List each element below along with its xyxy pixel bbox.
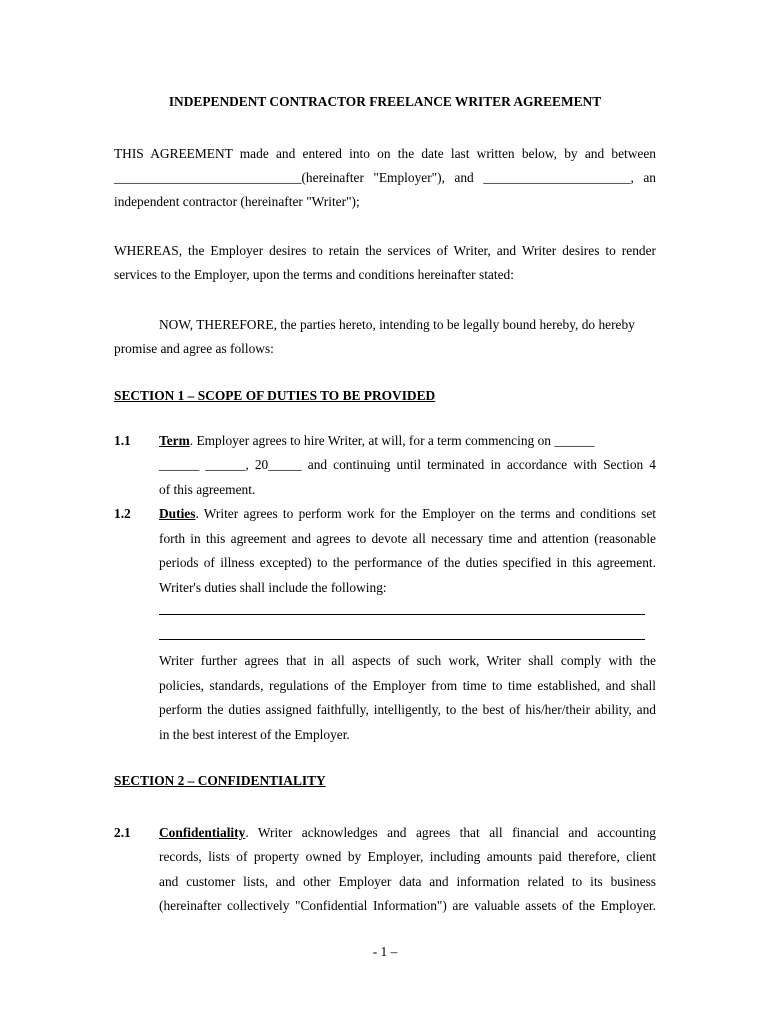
whereas-line-2: services to the Employer, upon the terms and conditions hereinafter stated:: [114, 267, 514, 282]
section-1-heading: SECTION 1 – SCOPE OF DUTIES TO BE PROVIDED: [114, 388, 436, 403]
intro-line-1: THIS AGREEMENT made and entered into on the date last written below, by and between: [114, 146, 656, 161]
clause-1-2-line-4: Writer's duties shall include the following:: [159, 580, 387, 595]
clause-1-1-line-2: ______ ______, 20_____ and continuing until terminated in accordance with Section 4: [159, 457, 656, 472]
clause-term: Duties: [159, 506, 196, 521]
clause-2-1-line-4: (hereinafter collectively "Confidential Information") are valuable assets of the Employer.: [159, 898, 656, 913]
duties-blank-line-2: [159, 639, 645, 640]
clause-2-1-line-2: records, lists of property owned by Employer, including amounts paid therefore, client: [159, 849, 656, 864]
clause-1-2-line-2: forth in this agreement and agrees to devote all necessary time and attention (reasonable: [159, 531, 656, 546]
whereas-line-1: WHEREAS, the Employer desires to retain the services of Writer, and Writer desires to render: [114, 243, 656, 258]
duties-blank-line-1: [159, 614, 645, 615]
intro-line-3: independent contractor (hereinafter "Writer");: [114, 194, 360, 209]
clause-number: 1.2: [114, 506, 131, 521]
now-therefore-line-2: promise and agree as follows:: [114, 341, 274, 356]
clause-1-2-further-line-4: in the best interest of the Employer.: [159, 727, 350, 742]
clause-1-2-line-3: periods of illness excepted) to the performance of the duties specified in this agreement.: [159, 555, 656, 570]
now-therefore-line-1: NOW, THEREFORE, the parties hereto, intending to be legally bound hereby, do hereby: [159, 317, 635, 332]
section-2-heading: SECTION 2 – CONFIDENTIALITY: [114, 773, 326, 788]
clause-text: . Employer agrees to hire Writer, at will, for a term commencing on ______: [189, 433, 595, 448]
clause-term: Term: [159, 433, 190, 448]
clause-term: Confidentiality: [159, 825, 246, 840]
clause-text: . Writer agrees to perform work for the Employer on the terms and conditions set: [195, 506, 656, 521]
clause-1-2-further-line-1: Writer further agrees that in all aspects of such work, Writer shall comply with the: [159, 653, 656, 668]
clause-2-1-line-1: [159, 821, 656, 846]
clause-number: 2.1: [114, 825, 131, 840]
clause-2-1-line-3: and customer lists, and other Employer data and information related to its business: [159, 874, 656, 889]
clause-1-2-further-line-3: perform the duties assigned faithfully, intelligently, to the best of his/her/their ability, and: [159, 702, 656, 717]
page-number: - 1 –: [372, 944, 398, 959]
clause-number: 1.1: [114, 433, 131, 448]
clause-1-1-line-3: of this agreement.: [159, 482, 256, 497]
document-title: INDEPENDENT CONTRACTOR FREELANCE WRITER AGREEMENT: [168, 94, 602, 109]
clause-1-2-further-line-2: policies, standards, regulations of the Employer from time to time established, and shall: [159, 678, 656, 693]
clause-text: . Writer acknowledges and agrees that all financial and accounting: [245, 825, 656, 840]
clause-1-2-line-1: [159, 502, 656, 527]
intro-line-2: ____________________________(hereinafter "Employer"), and ______________________, an: [114, 170, 656, 185]
clause-1-1-line-1: [159, 429, 656, 454]
